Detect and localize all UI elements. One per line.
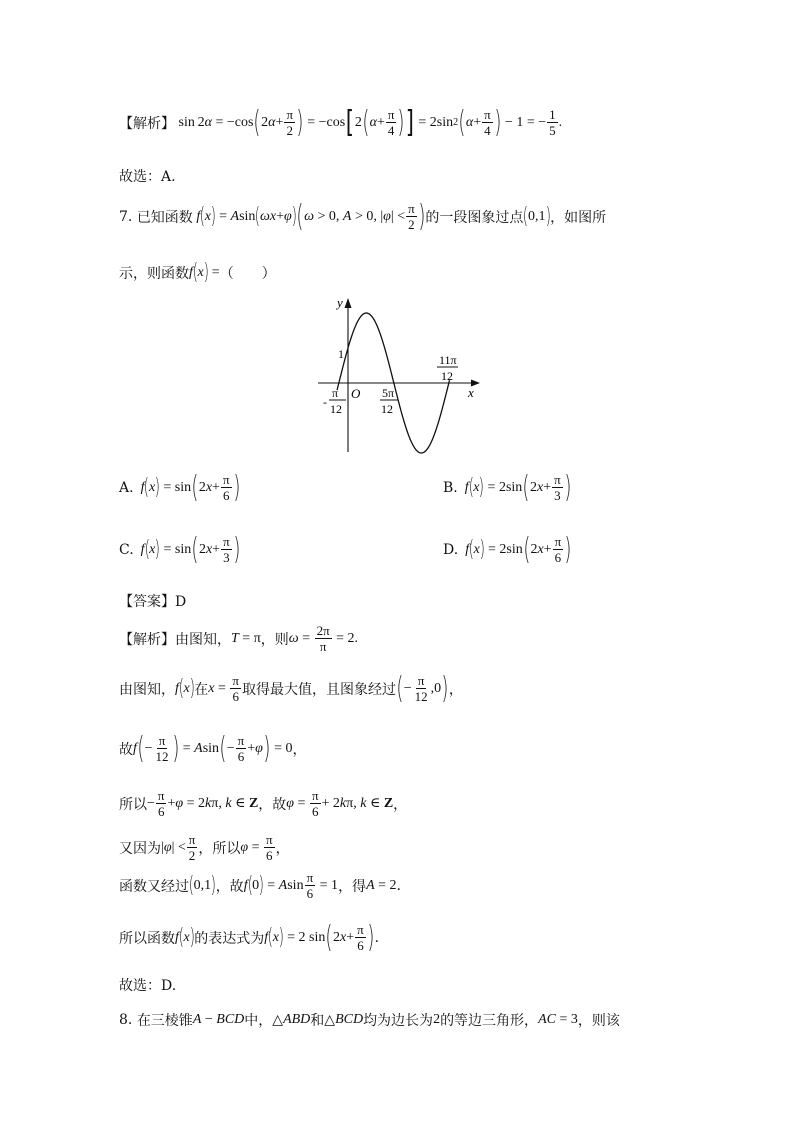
q7-conclusion: 故选：D. <box>119 978 177 994</box>
analysis-line-7: 所以函数 f ( x ) 的表达式为 f ( x ) = 2 sin ( 2 x + $\frac{\pi}{6}$ ) . <box>119 919 379 955</box>
q7-function-graph <box>310 292 490 457</box>
tick-5pi12-num: 5π <box>382 386 395 400</box>
q8-stem: 8. 在三棱锥 A − BCD 中， △ ABD 和 △ BCD 均为边长为 2 的等边三角形， AC = 3 ，则该 <box>119 1012 620 1029</box>
option-a[interactable]: A. f ( x ) = sin ( 2 x + $\frac{\pi}{6}$ ) <box>119 469 240 505</box>
tick-5pi12-den: 12 <box>381 402 393 416</box>
q7-number: 7. <box>119 208 133 225</box>
q8-number: 8. <box>119 1012 133 1028</box>
option-b[interactable]: B. f ( x ) = 2 sin ( 2 x + $\frac{\pi}{3}$ ) <box>443 469 572 505</box>
analysis-line-6: 函数又经过 ( 0,1 ) ，故 f ( 0 ) = A sin $\frac{\pi}{6}$ = 1 ，得 A = 2 . <box>119 870 401 901</box>
prev-solution-label: 【解析】 <box>119 115 175 132</box>
option-c[interactable]: C. f ( x ) = sin ( 2 x + $\frac{\pi}{3}$ ) <box>119 531 241 567</box>
svg-text:-: - <box>323 395 327 409</box>
analysis-line-2: 由图知， f ( x ) 在 x = $\frac{\pi}{6}$ 取得最大值，且图象经过 ( − $\frac{\pi}{12}$ ,0 ) ， <box>119 670 463 706</box>
analysis-line-1: 【解析】 由图知， T = π ，则 ω = $\frac{2\pi}{\pi}$ = 2. <box>119 623 359 654</box>
tick-neg-pi12-num: π <box>332 386 339 400</box>
prev-solution-line: 【解析】 sin 2 α = −cos ( 2 α + $\frac{\pi}{2}$ ) = −cos [ 2 ( α + $\frac{\pi}{4}$ ) ] = 2sin 2 ( α + $\frac{\pi}{4}$ ) − 1 = − $\frac{1}{5}$ . <box>119 104 563 140</box>
analysis-line-5: 又因为 | φ | < $\frac{\pi}{2}$ ，所以 φ = $\frac{\pi}{6}$ ， <box>119 832 290 863</box>
q7-stem-line2: 示，则函数 f ( x ) = （ ） <box>119 260 276 285</box>
analysis-line-3: 故 f ( − $\frac{\pi}{12}$ ) = A sin ( − $\frac{\pi}{6}$ + φ ) = 0 ， <box>119 730 307 766</box>
option-d[interactable]: D. f ( x ) = 2 sin ( 2 x + $\frac{\pi}{6}$ ) <box>443 531 572 567</box>
origin-label: O <box>351 386 361 401</box>
tick-neg-pi12-den: 12 <box>330 402 342 416</box>
y-tick-1: 1 <box>338 347 344 361</box>
y-axis-arrow <box>345 298 352 308</box>
q7-stem-line1: 7. 已知函数 f ( x ) = A sin ( ωx + φ ) ( ω > 0, A > 0, | φ | < $\frac{\pi}{2}$ ) 的一段图象过点 ( 0,1 ) ，如图所 <box>119 198 607 234</box>
tick-11pi12-num: 11π <box>439 353 457 367</box>
prev-conclusion: 故选：A. <box>119 169 176 185</box>
q7-answer: 【答案】D <box>119 594 187 610</box>
tick-11pi12-den: 12 <box>441 369 453 383</box>
analysis-line-4: 所以 − $\frac{\pi}{6}$ + φ = 2 k π, k ∈ Z ，故 φ = $\frac{\pi}{6}$ + 2 k π, k ∈ Z ， <box>119 788 408 819</box>
y-axis-label: y <box>337 295 343 310</box>
x-axis-label: x <box>468 385 474 400</box>
